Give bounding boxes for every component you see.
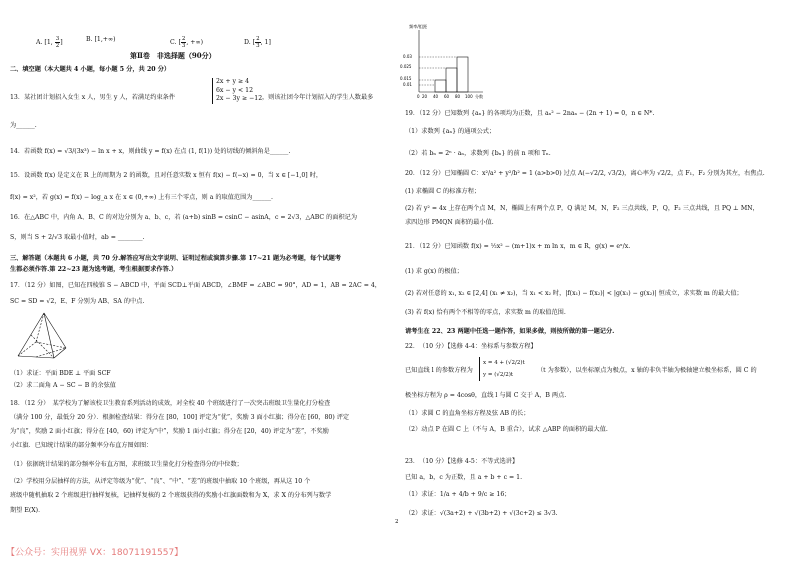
q23-line1: 已知 a，b，c 为正数，且 a + b + c = 1. [405, 474, 523, 481]
hist-xtick: 40 [433, 94, 439, 99]
q21-part2: (2) 若对任意的 x₁, x₂ ∈ [2,4] (x₁ ≠ x₂)，当 x₁ < x₂ 时，|f(x₁) − f(x₂)| < |g(x₁) − g(x₂)| 恒成立，求实数 m 的最大值； [405, 290, 743, 297]
q19-part1: （1）求数列 {aₙ} 的通项公式； [405, 128, 496, 135]
q17-text: 17．（12 分）如图，已知在四棱锥 S − ABCD 中，平面 SCD⊥平面 ABCD，∠BMF = ∠ABC = 90°，AD = 1，AB = 2AC = 4， [10, 282, 381, 289]
q15-text: 15．设函数 f(x) 是定义在 R 上的周期为 2 的函数，且对任意实数 x 恒有 f(x) − f(−x) = 0，当 x ∈ [−1,0] 时， [10, 172, 323, 179]
option-b: B. [1,+∞) [86, 36, 116, 43]
hist-ytick: 0.015 [400, 76, 412, 81]
q14-text: 14．若函数 f(x) = √3/(3x³) − ln x + x，则曲线 y = f(x) 在点 (1, f(1)) 处的切线的倾斜角是______. [10, 148, 291, 155]
q18-line3: 为“良”，奖励 2 面小红旗；得分在 [40，60) 评定为“中”，奖励 1 面小红旗；得分在 [20，40) 评定为“差”，不奖励 [10, 428, 329, 435]
option-d: D. [ $\frac{2}{3}$ , 1] [244, 36, 271, 49]
fill-title: 二、填空题（本大题共 4 小题，每小题 5 分，共 20 分） [10, 66, 171, 73]
hist-xtick: 100 [465, 94, 473, 99]
q18-part2: （2）学校用分层抽样的方法，从评定等级为“优”、“良”、“中”、“差”的班级中抽取 10 个班级，再从这 10 个 [10, 478, 311, 485]
hist-bar-40-60 [435, 80, 446, 92]
section-title: 第Ⅱ卷 非选择题（90分） [130, 51, 216, 60]
q18-text: 18．（12 分） 某学校为了解该校卫生教育系列活动的成效，对全校 40 个班级进行了一次突击班级卫生量化打分检查 [10, 400, 331, 407]
q22-line2: 极坐标方程为 ρ = 4cosθ，直线 l 与圆 C 交于 A，B 两点. [405, 392, 567, 399]
q20-part2-line2: 求四边形 PMQN 面积的最小值. [405, 219, 494, 226]
q22-part2: （2）动点 P 在圆 C 上（不与 A，B 重合），试求 △ABP 的面积的最大值. [405, 426, 608, 433]
hist-ytick: 0.03 [403, 54, 412, 59]
q17-part2: （2）求二面角 A − SC − B 的余弦值 [10, 382, 116, 389]
page-number: 2 [395, 519, 399, 525]
hist-bar-60-80 [446, 68, 457, 92]
q22-pre: 已知直线 l 的参数方程为 [405, 367, 473, 374]
q15-line2: f(x) = x²，若 g(x) = f(x) − log_a x 在 x ∈ (0,+∞) 上有三个零点，则 a 的取值范围为______. [10, 194, 274, 201]
q20-part2: (2) 若 y² = 4x 上存在两个点 M，N，椭圆上有两个点 P，Q 满足 M，N，F₂ 三点共线，P，Q，F₂ 三点共线，且 PQ ⊥ MN， [405, 205, 759, 212]
q13-text: 13．某社团计划招入女生 x 人，男生 y 人，若满足约束条件 [10, 94, 176, 101]
q22-part1: （1）求圆 C 的直角坐标方程及弦 AB 的长； [405, 410, 530, 417]
pyramid-figure [14, 310, 70, 362]
hist-ytick: 0.025 [400, 64, 412, 69]
choose-note: 请考生在 22、23 两题中任选一题作答，如果多做，则按所做的第一题记分. [405, 328, 615, 335]
q23-part2: （2）求证：√(3a+2) + √(3b+2) + √(3c+2) ≤ 3√3. [405, 510, 558, 517]
solve-title-2: 生都必须作答.第 22~23 题为选考题，考生根据要求作答.） [10, 266, 178, 273]
q13-line2: 为______. [10, 122, 37, 129]
option-c: C. [ $\frac{2}{3}$ , +∞) [170, 36, 204, 49]
q21-part3: (3) 若 f(x) 恰有两个不相等的零点，求实数 m 的取值范围. [405, 309, 566, 316]
q17-part1: （1）求证：平面 BDE ⊥ 平面 SCF [10, 370, 111, 377]
q20-part1: (1) 求椭圆 C 的标准方程； [405, 188, 481, 195]
q13-system: 2x + y ≥ 4 6x − y < 12 2x − 3y ≥ −12 [212, 78, 262, 104]
q18-part1: （1）依据统计结果的部分频率分布直方图，求班级卫生量化打分检查得分的中位数； [10, 461, 243, 468]
hist-xtick: 80 [455, 94, 461, 99]
q20-text: 20．（12 分）已知椭圆 C：x²/a² + y²/b² = 1 (a>b>0) 过点 A(−√2/2, √3/2)，离心率为 √2/2，点 F₁，F₂ 分别为其左，右焦点. [405, 170, 765, 177]
q22-post: （t 为参数），以坐标原点为极点，x 轴的非负半轴为极轴建立极坐标系，圆 C 的 [537, 367, 757, 374]
hist-ylabel: 频率/组距 [409, 24, 428, 29]
q17-line2: SC = SD = √2，E、F 分别为 AB、SA 的中点. [10, 298, 145, 305]
q21-part1: (1) 求 g(x) 的极值； [405, 268, 463, 275]
q18-part2-line2: 班级中随机抽取 2 个班级进行抽样复核，记抽样复核的 2 个班级获得的奖励小红旗面数和为 X，求 X 的分布列与数学 [10, 492, 332, 499]
hist-xtick: 0 [417, 94, 420, 99]
hist-ytick: 0.01 [403, 82, 412, 87]
hist-xtick: 60 [444, 94, 450, 99]
q13-tail: ，则该社团今年计划招入的学生人数最多 [262, 94, 374, 101]
hist-xlabel: 分数 [475, 94, 483, 99]
option-a: A. [1, $\frac{3}{2}$ ] [36, 36, 63, 49]
watermark-text: 【公众号：实用视界 VX：18071191557】 [6, 548, 184, 558]
q22-param-system: x = 4 + (√2/2)t y = (√2/2)t [479, 357, 525, 381]
q19-text: 19．（12 分）已知数列 {aₙ} 的各项均为正数，且 aₙ² − 2naₙ − (2n + 1) = 0，n ∈ N*. [405, 110, 655, 117]
q18-line4: 小红旗．已知统计结果的部分频率分布直方图如图： [10, 442, 153, 449]
q19-part2: （2）若 bₙ = 2ⁿ · aₙ，求数列 {bₙ} 的前 n 项和 Tₙ. [405, 150, 551, 157]
frequency-histogram [397, 22, 487, 100]
q18-part2-line3: 期望 E(X)． [10, 507, 45, 514]
hist-xtick: 20 [422, 94, 428, 99]
q22-title: 22． （10 分）【选修 4-4：坐标系与参数方程】 [405, 343, 537, 350]
hist-bar-80-100 [457, 57, 468, 92]
q16-text: 16．在△ABC 中，内角 A、B、C 的对边分别为 a、b、c，若 (a+b) sinB = csinC − asinA，c = 2√3，△ABC 的面积记为 [10, 214, 358, 221]
q23-part1: （1）求证：1/a + 4/b + 9/c ≥ 16； [405, 491, 511, 498]
q16-line2: S，则当 S + 2/√3 取最小值时，ab = ________. [10, 234, 145, 241]
solve-title: 三、解答题（本题共 6 小题，共 70 分.解答应写出文字说明、证明过程或演算步骤.第 17~21 题为必考题，每个试题考 [10, 255, 341, 262]
q23-title: 23． （10 分）【选修 4-5：不等式选讲】 [405, 458, 519, 465]
q21-text: 21．（12 分）已知函数 f(x) = ½x² − (m+1)x + m ln x，m ∈ R，g(x) = eˣ/x. [405, 243, 631, 250]
q18-line2: （满分 100 分，最低分 20 分）．根据检查结果：得分在 [80，100] 评定为“优”，奖励 3 面小红旗；得分在 [60，80) 评定 [10, 414, 350, 421]
